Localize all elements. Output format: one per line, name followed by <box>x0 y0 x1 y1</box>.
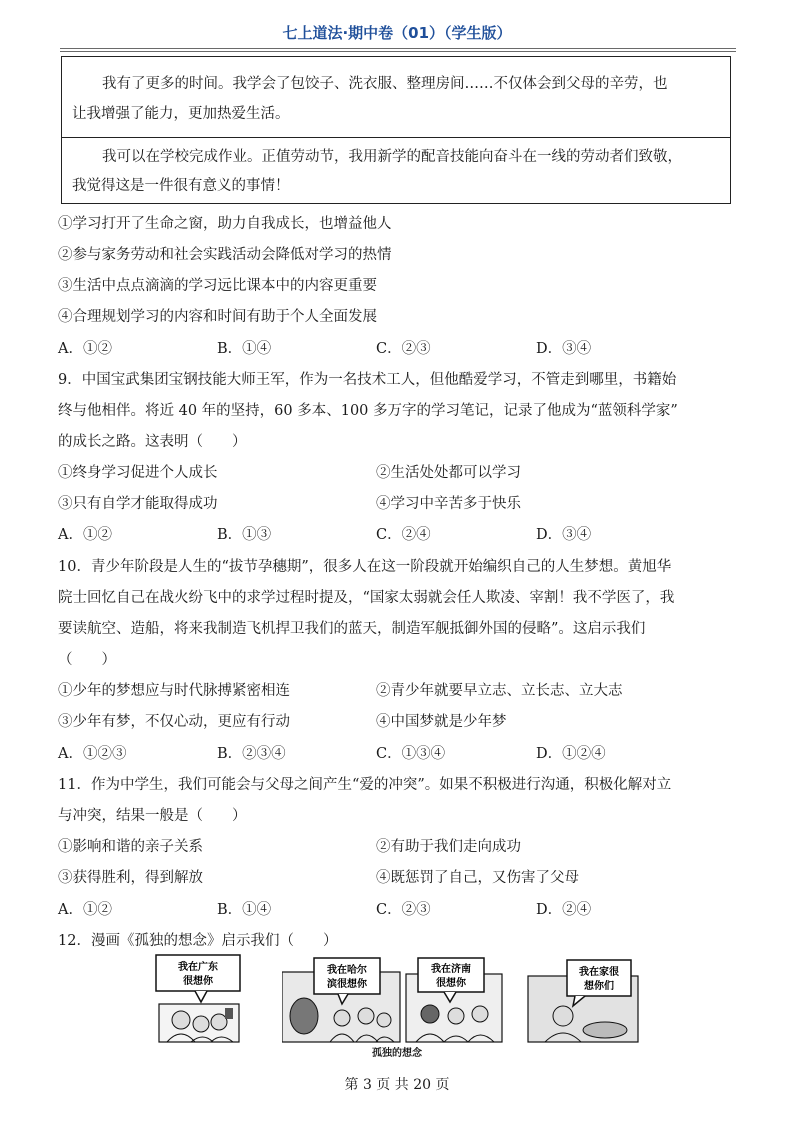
bubble-1-line-1: 我在广东 <box>178 962 218 973</box>
bubble-2-line-1: 我在哈尔 <box>327 965 367 976</box>
q8-item-3: ③生活中点点滴滴的学习远比课本中的内容更重要 <box>58 278 377 294</box>
comic-panel-3 <box>404 952 504 1044</box>
bubble-3-line-2: 很想你 <box>436 978 466 989</box>
q11-option-d[interactable]: D．②④ <box>536 902 592 918</box>
bubble-4-line-1: 我在家很 <box>579 967 619 978</box>
q8-option-d[interactable]: D．③④ <box>536 341 592 357</box>
bubble-2-line-2: 滨很想你 <box>327 979 367 990</box>
comic-caption: 孤独的想念 <box>372 1048 422 1059</box>
q11-stem-line-1: 11．作为中学生，我们可能会与父母之间产生“爱的冲突”。如果不积极进行沟通，积极化解对立 <box>58 777 672 793</box>
q11-item-2: ②有助于我们走向成功 <box>376 839 521 855</box>
q10-stem-line-3: 要读航空、造船，将来我制造飞机捍卫我们的蓝天，制造军舰抵御外国的侵略”。这启示我们 <box>58 621 646 637</box>
q10-option-d[interactable]: D．①②④ <box>536 746 606 762</box>
material-row-2-line-1: 我可以在学校完成作业。正值劳动节，我用新学的配音技能向奋斗在一线的劳动者们致敬， <box>102 149 682 165</box>
bubble-3-line-1: 我在济南 <box>431 964 471 975</box>
comic-panel-1-drawing <box>155 952 245 1044</box>
q9-stem-line-3: 的成长之路。这表明（ ） <box>58 434 247 450</box>
q10-option-b[interactable]: B．②③④ <box>217 746 286 762</box>
q10-item-1: ①少年的梦想应与时代脉搏紧密相连 <box>58 683 290 699</box>
material-row-2 <box>62 141 730 201</box>
comic-panel-1 <box>155 952 245 1044</box>
q11-item-4: ④既惩罚了自己，又伤害了父母 <box>376 870 579 886</box>
q11-item-3: ③获得胜利，得到解放 <box>58 870 203 886</box>
q8-item-2: ②参与家务劳动和社会实践活动会降低对学习的热情 <box>58 247 392 263</box>
q11-stem-line-2: 与冲突，结果一般是（ ） <box>58 808 247 824</box>
q10-item-2: ②青少年就要早立志、立长志、立大志 <box>376 683 623 699</box>
page-header: 七上道法·期中卷（01）（学生版） <box>282 24 512 42</box>
q9-item-3: ③只有自学才能取得成功 <box>58 496 218 512</box>
q11-item-1: ①影响和谐的亲子关系 <box>58 839 203 855</box>
q9-item-2: ②生活处处都可以学习 <box>376 465 521 481</box>
q9-stem-line-2: 终与他相伴。将近 40 年的坚持，60 多本、100 多万字的学习笔记，记录了他成为“蓝领科学家” <box>58 403 678 419</box>
comic-panel-4 <box>527 952 641 1044</box>
q10-option-a[interactable]: A．①②③ <box>58 746 127 762</box>
page-footer: 第 3 页 共 20 页 <box>344 1077 450 1093</box>
bubble-1-line-2: 很想你 <box>183 976 213 987</box>
q10-stem-line-1: 10．青少年阶段是人生的“拔节孕穗期”，很多人在这一阶段就开始编织自己的人生梦想。黄旭华 <box>58 559 672 575</box>
q9-option-a[interactable]: A．①② <box>58 527 112 543</box>
material-row-1-line-2: 让我增强了能力，更加热爱生活。 <box>72 106 290 122</box>
material-row-1-line-1: 我有了更多的时间。我学会了包饺子、洗衣服、整理房间……不仅体会到父母的辛劳，也 <box>102 76 668 92</box>
q10-item-4: ④中国梦就是少年梦 <box>376 714 507 730</box>
q11-option-c[interactable]: C．②③ <box>376 902 431 918</box>
q9-option-d[interactable]: D．③④ <box>536 527 592 543</box>
q9-option-b[interactable]: B．①③ <box>217 527 272 543</box>
q12-stem: 12．漫画《孤独的想念》启示我们（ ） <box>58 933 338 949</box>
q8-item-1: ①学习打开了生命之窗，助力自我成长，也增益他人 <box>58 216 392 232</box>
q10-stem-line-4: （ ） <box>58 652 116 668</box>
material-row-2-line-2: 我觉得这是一件很有意义的事情！ <box>72 178 290 194</box>
q9-option-c[interactable]: C．②④ <box>376 527 431 543</box>
comic-panel-4-drawing <box>527 952 641 1044</box>
material-table <box>61 56 731 204</box>
q9-item-4: ④学习中辛苦多于快乐 <box>376 496 521 512</box>
q9-stem-line-1: 9．中国宝武集团宝钢技能大师王军，作为一名技术工人，但他酷爱学习，不管走到哪里，书籍始 <box>58 372 677 388</box>
comic-panel-3-drawing <box>404 952 504 1044</box>
q10-option-c[interactable]: C．①③④ <box>376 746 446 762</box>
material-row-1 <box>62 64 730 138</box>
header-rule-second <box>60 51 736 52</box>
q8-option-a[interactable]: A．①② <box>58 341 112 357</box>
q11-option-a[interactable]: A．①② <box>58 902 112 918</box>
q10-stem-line-2: 院士回忆自己在战火纷飞中的求学过程时提及，“国家太弱就会任人欺凌、宰割！我不学医了，我 <box>58 590 675 606</box>
q8-option-b[interactable]: B．①④ <box>217 341 272 357</box>
q10-item-3: ③少年有梦，不仅心动，更应有行动 <box>58 714 290 730</box>
q9-item-1: ①终身学习促进个人成长 <box>58 465 218 481</box>
bubble-4-line-2: 想你们 <box>584 981 614 992</box>
header-rule <box>60 48 736 49</box>
comic-panel-2 <box>282 952 402 1044</box>
q8-option-c[interactable]: C．②③ <box>376 341 431 357</box>
comic-panel-2-drawing <box>282 952 402 1044</box>
q8-item-4: ④合理规划学习的内容和时间有助于个人全面发展 <box>58 309 377 325</box>
q11-option-b[interactable]: B．①④ <box>217 902 272 918</box>
